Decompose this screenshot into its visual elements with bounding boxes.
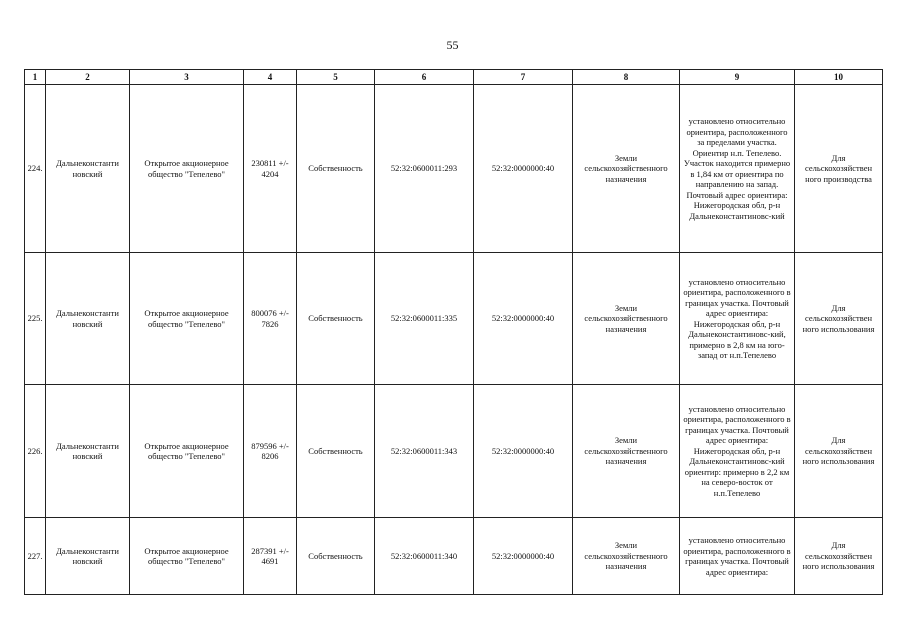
owner-cell: Открытое акционерное общество "Тепелево"	[130, 518, 244, 595]
land-category-cell: Земли сельскохозяйственного назначения	[573, 518, 680, 595]
location-text: установлено относительно ориентира, расположенного в границах участка. Почтовый адрес ориентира:	[683, 535, 791, 577]
area-cell: 879596 +/- 8206	[244, 385, 297, 518]
cadastral-number-cell: 52:32:0600011:340	[375, 518, 474, 595]
location-text: установлено относительно ориентира, расположенного в границах участка. Почтовый адрес ориентира: Нижегородская обл, р-н Дальнеконстантиновс-кий ориентир: примерно в 2,2 км на северо-восток от н.п.Тепелево	[683, 403, 791, 498]
row-number: 225.	[25, 253, 46, 385]
header-cell: 1	[25, 70, 46, 85]
municipality-cell: Дальнеконстанти новский	[46, 85, 130, 253]
parent-cadastral-cell: 52:32:0000000:40	[474, 385, 573, 518]
area-cell: 800076 +/- 7826	[244, 253, 297, 385]
header-cell: 7	[474, 70, 573, 85]
land-category-cell: Земли сельскохозяйственного назначения	[573, 253, 680, 385]
purpose-cell: Для сельскохозяйствен ного использования	[795, 253, 883, 385]
header-cell: 8	[573, 70, 680, 85]
land-category-cell: Земли сельскохозяйственного назначения	[573, 85, 680, 253]
header-cell: 3	[130, 70, 244, 85]
page-number: 55	[446, 38, 459, 52]
row-number: 224.	[25, 85, 46, 253]
owner-cell: Открытое акционерное общество "Тепелево"	[130, 253, 244, 385]
row-number: 226.	[25, 385, 46, 518]
municipality-cell: Дальнеконстанти новский	[46, 518, 130, 595]
header-cell: 2	[46, 70, 130, 85]
municipality-cell: Дальнеконстанти новский	[46, 385, 130, 518]
right-type-cell: Собственность	[297, 85, 375, 253]
header-cell: 6	[375, 70, 474, 85]
area-cell: 287391 +/- 4691	[244, 518, 297, 595]
parent-cadastral-cell: 52:32:0000000:40	[474, 85, 573, 253]
purpose-cell: Для сельскохозяйствен ного производства	[795, 85, 883, 253]
area-cell: 230811 +/- 4204	[244, 85, 297, 253]
header-cell: 9	[680, 70, 795, 85]
table-row	[25, 85, 883, 253]
location-text: установлено относительно ориентира, расположенного за пределами участка. Ориентир н.п. Тепелево. Участок находится примерно в 1,84 км от ориентира по направлению на запад. Почтовый адрес ориентира: Нижегородская обл, р-н Дальнеконстантиновс-кий	[683, 116, 791, 221]
row-number: 227.	[25, 518, 46, 595]
owner-cell: Открытое акционерное общество "Тепелево"	[130, 385, 244, 518]
table-row	[25, 518, 883, 595]
location-cell	[680, 385, 795, 518]
parent-cadastral-cell: 52:32:0000000:40	[474, 518, 573, 595]
right-type-cell: Собственность	[297, 385, 375, 518]
header-row	[25, 70, 883, 85]
right-type-cell: Собственность	[297, 518, 375, 595]
cadastral-number-cell: 52:32:0600011:343	[375, 385, 474, 518]
header-cell: 4	[244, 70, 297, 85]
cadastral-number-cell: 52:32:0600011:293	[375, 85, 474, 253]
parent-cadastral-cell: 52:32:0000000:40	[474, 253, 573, 385]
cadastral-number-cell: 52:32:0600011:335	[375, 253, 474, 385]
municipality-cell: Дальнеконстанти новский	[46, 253, 130, 385]
land-category-cell: Земли сельскохозяйственного назначения	[573, 385, 680, 518]
header-cell: 5	[297, 70, 375, 85]
table-row	[25, 253, 883, 385]
location-cell	[680, 253, 795, 385]
purpose-cell: Для сельскохозяйствен ного использования	[795, 385, 883, 518]
owner-cell: Открытое акционерное общество "Тепелево"	[130, 85, 244, 253]
location-cell	[680, 85, 795, 253]
land-plots-table	[24, 69, 883, 595]
right-type-cell: Собственность	[297, 253, 375, 385]
location-cell	[680, 518, 795, 595]
header-cell: 10	[795, 70, 883, 85]
location-text: установлено относительно ориентира, расположенного в границах участка. Почтовый адрес ориентира: Нижегородская обл, р-н Дальнеконстантиновс-кий, примерно в 2,8 км на юго-запад от н.п.Тепелево	[683, 276, 791, 360]
table-row	[25, 385, 883, 518]
purpose-cell: Для сельскохозяйствен ного использования	[795, 518, 883, 595]
